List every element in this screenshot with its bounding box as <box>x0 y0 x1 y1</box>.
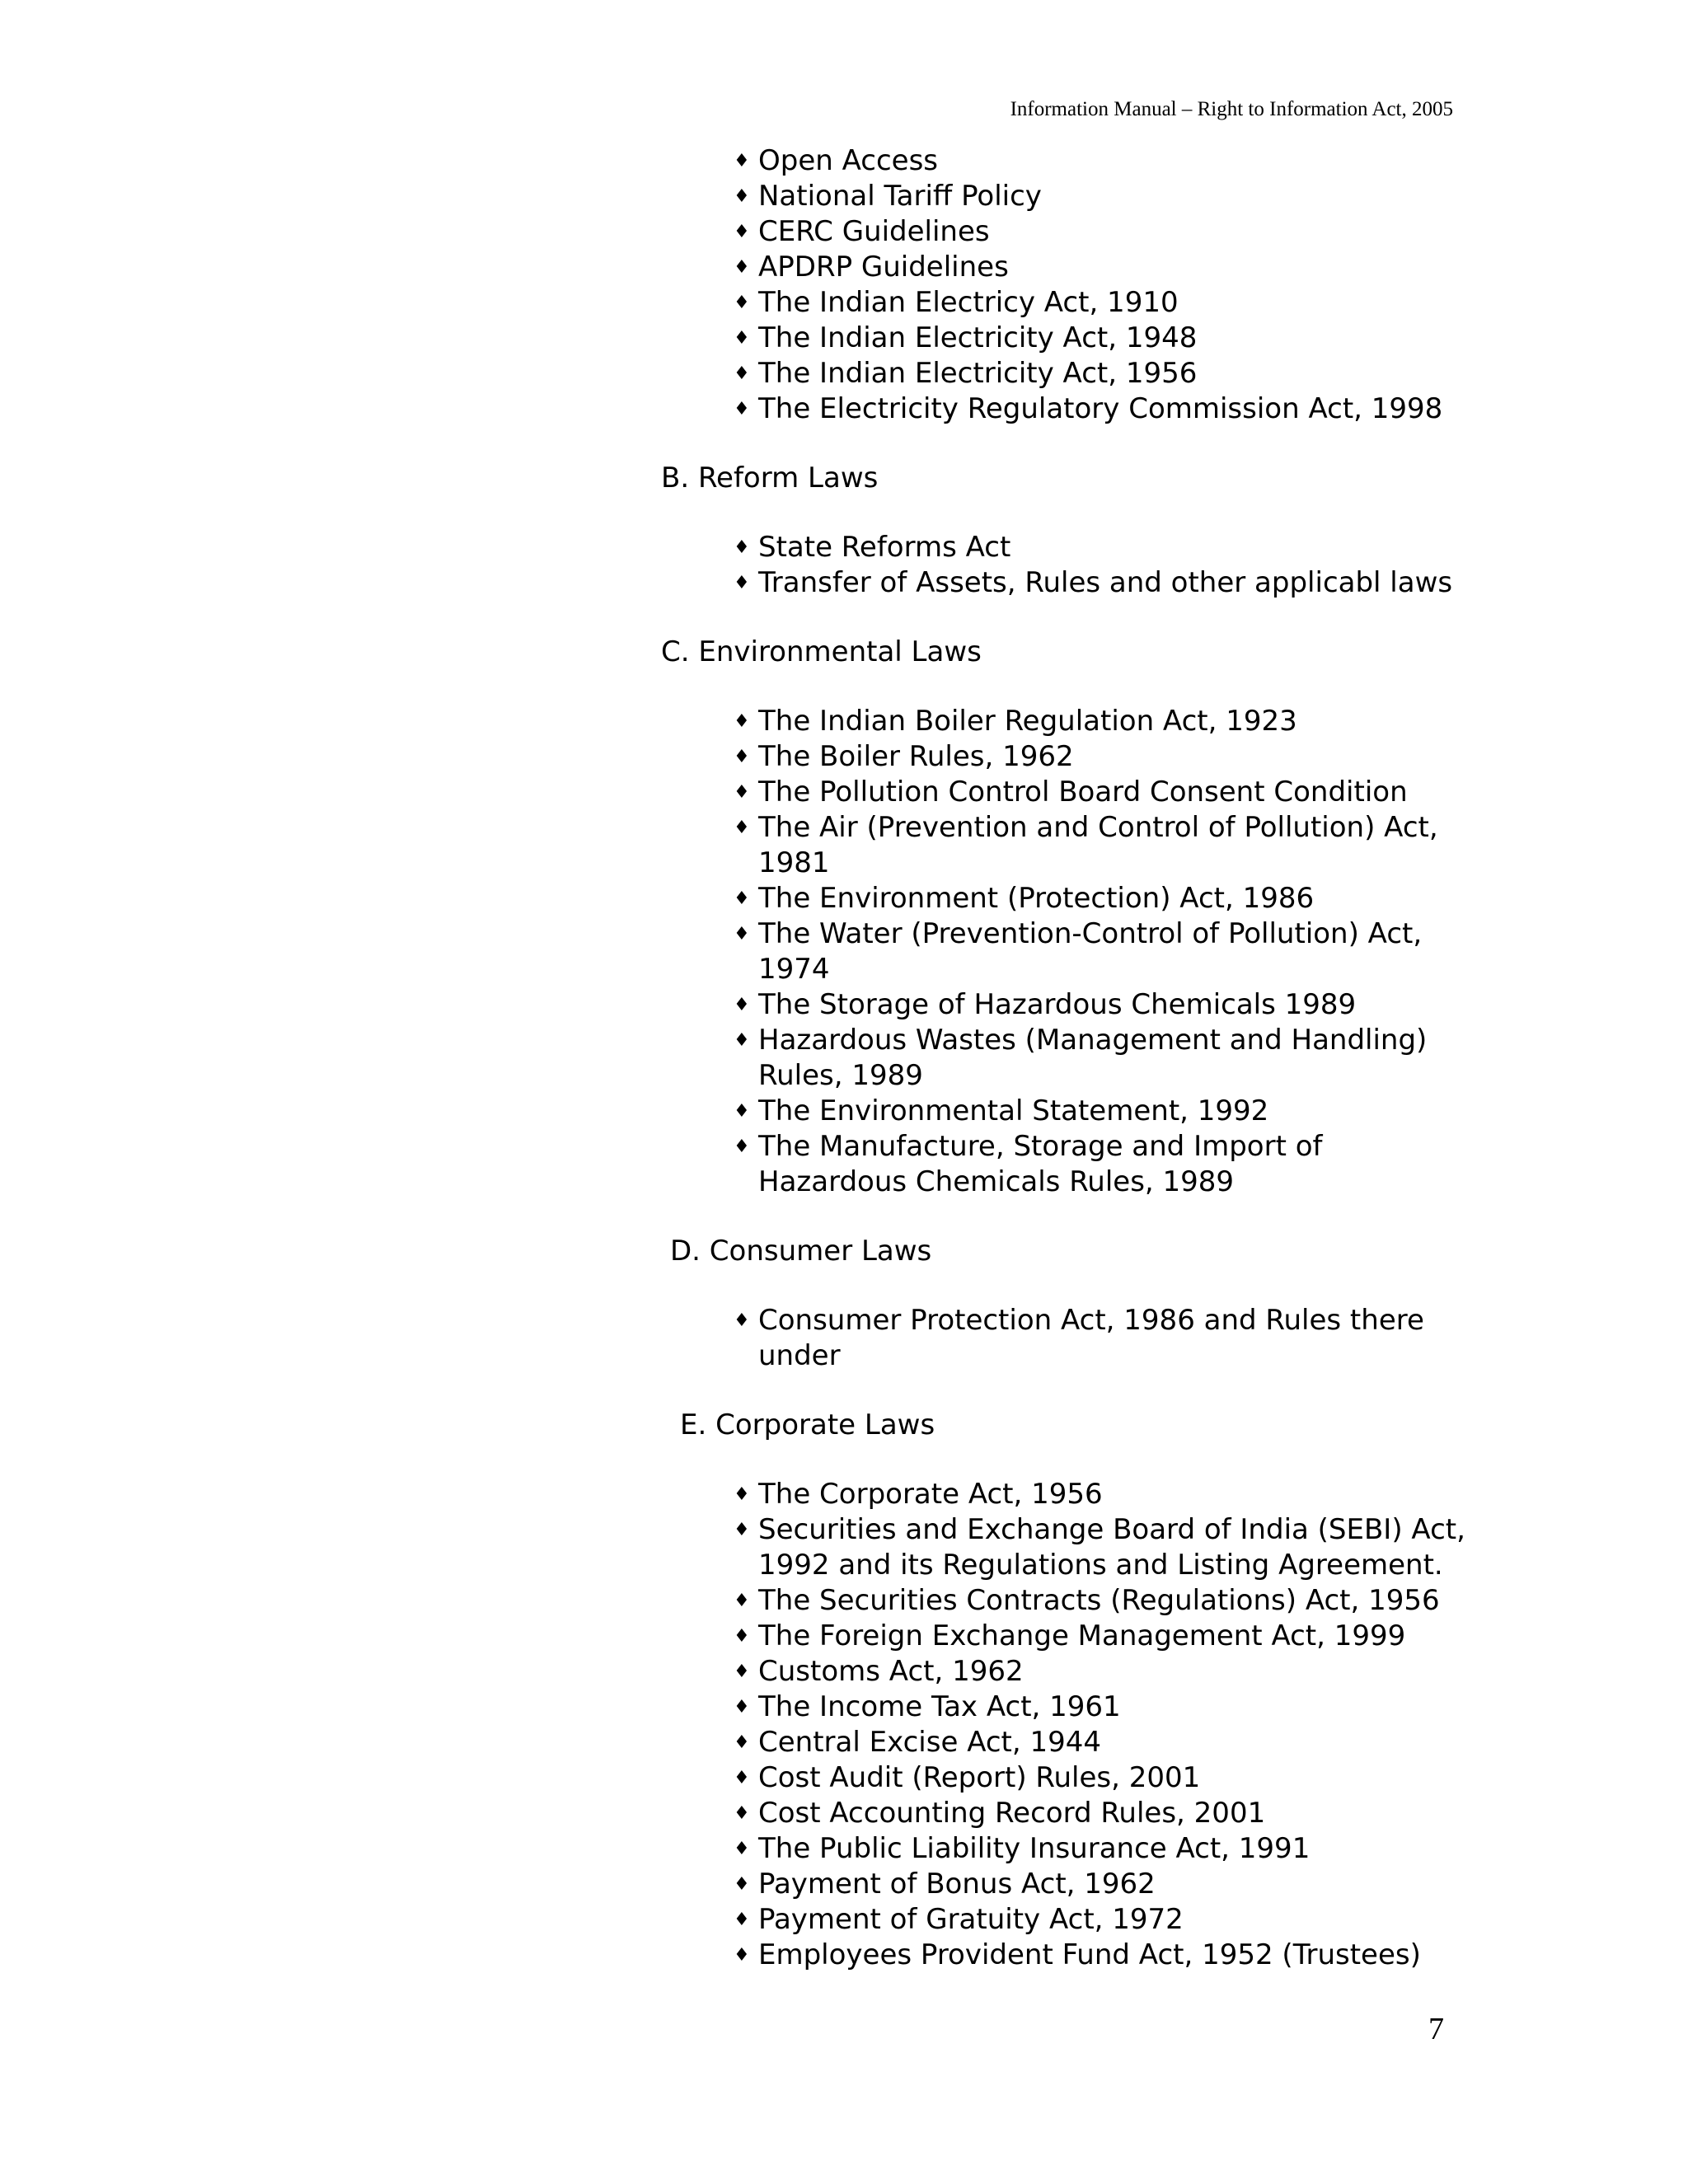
list-item-text: The Environment (Protection) Act, 1986 <box>758 882 1315 915</box>
list-item-text: The Environmental Statement, 1992 <box>758 1094 1269 1127</box>
section-heading-corporate-laws: E. Corporate Laws <box>680 1408 935 1441</box>
list-item-text: The Storage of Hazardous Chemicals 1989 <box>758 988 1357 1021</box>
section-heading-environmental-laws: C. Environmental Laws <box>661 635 982 668</box>
diamond-bullet-icon: ♦ <box>734 1520 750 1540</box>
diamond-bullet-icon: ♦ <box>734 995 750 1015</box>
list-item <box>734 775 1467 810</box>
list-item <box>734 250 1467 285</box>
list-item-text: Customs Act, 1962 <box>758 1655 1024 1688</box>
diamond-bullet-icon: ♦ <box>734 1101 750 1122</box>
list-item <box>734 1760 1467 1796</box>
page-number: 7 <box>1428 2012 1444 2046</box>
diamond-bullet-icon: ♦ <box>734 818 750 838</box>
diamond-bullet-icon: ♦ <box>734 924 750 944</box>
list-item <box>734 1654 1467 1690</box>
section-heading-reform-laws: B. Reform Laws <box>661 462 879 494</box>
list-item <box>734 1938 1467 1973</box>
diamond-bullet-icon: ♦ <box>734 328 750 349</box>
diamond-bullet-icon: ♦ <box>734 888 750 909</box>
list-item <box>734 987 1467 1023</box>
diamond-bullet-icon: ♦ <box>734 1910 750 1930</box>
section-heading-consumer-laws: D. Consumer Laws <box>670 1235 932 1268</box>
diamond-bullet-icon: ♦ <box>734 257 750 278</box>
list-item-text: The Indian Electricity Act, 1956 <box>758 357 1198 390</box>
diamond-bullet-icon: ♦ <box>734 222 750 242</box>
list-item <box>734 739 1467 775</box>
list-item <box>734 356 1467 391</box>
list-item <box>734 1690 1467 1725</box>
diamond-bullet-icon: ♦ <box>734 1874 750 1895</box>
list-item-text: APDRP Guidelines <box>758 251 1009 284</box>
list-item-text: Open Access <box>758 144 939 177</box>
diamond-bullet-icon: ♦ <box>734 1839 750 1859</box>
list-item-text: Cost Audit (Report) Rules, 2001 <box>758 1761 1201 1794</box>
list-item <box>734 1619 1467 1654</box>
list-item-text: Payment of Bonus Act, 1962 <box>758 1868 1156 1900</box>
document-body <box>661 143 1485 1973</box>
diamond-bullet-icon: ♦ <box>734 1484 750 1505</box>
list-item <box>734 1725 1467 1760</box>
list-item <box>734 1129 1467 1200</box>
diamond-bullet-icon: ♦ <box>734 1803 750 1824</box>
diamond-bullet-icon: ♦ <box>734 1661 750 1682</box>
list-item <box>734 1867 1467 1902</box>
list-item-text: Employees Provident Fund Act, 1952 (Trustees) <box>758 1938 1421 1971</box>
list-item-text: The Foreign Exchange Management Act, 1999 <box>758 1619 1406 1652</box>
diamond-bullet-icon: ♦ <box>734 1137 750 1157</box>
list-item-text: The Securities Contracts (Regulations) Act, 1956 <box>758 1584 1440 1617</box>
list-item-text: The Corporate Act, 1956 <box>758 1478 1103 1511</box>
diamond-bullet-icon: ♦ <box>734 573 750 593</box>
diamond-bullet-icon: ♦ <box>734 1768 750 1788</box>
list-item <box>734 530 1467 565</box>
list-item <box>734 1831 1467 1867</box>
list-item <box>734 391 1467 427</box>
list-item <box>734 179 1467 214</box>
list-item <box>734 881 1467 916</box>
list-item-text: The Manufacture, Storage and Import of Hazardous Chemicals Rules, 1989 <box>758 1130 1323 1198</box>
corporate-laws-list <box>661 1477 1485 1973</box>
list-item <box>734 916 1467 987</box>
diamond-bullet-icon: ♦ <box>734 1591 750 1611</box>
list-item-text: The Air (Prevention and Control of Pollution) Act, 1981 <box>758 811 1438 879</box>
list-item <box>734 565 1467 601</box>
diamond-bullet-icon: ♦ <box>734 363 750 384</box>
list-item-text: The Boiler Rules, 1962 <box>758 740 1074 773</box>
diamond-bullet-icon: ♦ <box>734 1945 750 1966</box>
list-item <box>734 1902 1467 1938</box>
diamond-bullet-icon: ♦ <box>734 1732 750 1753</box>
list-item <box>734 214 1467 250</box>
list-item-text: The Water (Prevention-Control of Pollution) Act, 1974 <box>758 917 1423 986</box>
diamond-bullet-icon: ♦ <box>734 186 750 207</box>
list-item-text: Consumer Protection Act, 1986 and Rules there under <box>758 1304 1424 1372</box>
consumer-laws-list <box>661 1303 1485 1374</box>
diamond-bullet-icon: ♦ <box>734 747 750 767</box>
diamond-bullet-icon: ♦ <box>734 1697 750 1718</box>
environmental-laws-list <box>661 704 1485 1200</box>
reform-laws-list <box>661 530 1485 601</box>
list-item <box>734 1303 1467 1374</box>
list-item <box>734 1512 1467 1583</box>
list-item-text: The Electricity Regulatory Commission Act, 1998 <box>758 392 1443 425</box>
list-item-text: Cost Accounting Record Rules, 2001 <box>758 1797 1266 1830</box>
list-item-text: Central Excise Act, 1944 <box>758 1726 1102 1759</box>
list-item-text: The Pollution Control Board Consent Condition <box>758 776 1408 808</box>
list-item <box>734 704 1467 739</box>
list-item <box>734 1094 1467 1129</box>
list-item <box>734 1796 1467 1831</box>
list-item <box>734 1023 1467 1094</box>
diamond-bullet-icon: ♦ <box>734 1310 750 1331</box>
list-item <box>734 321 1467 356</box>
list-item-text: Payment of Gratuity Act, 1972 <box>758 1903 1184 1936</box>
list-item-text: Transfer of Assets, Rules and other applicabl laws <box>758 566 1453 599</box>
diamond-bullet-icon: ♦ <box>734 711 750 732</box>
list-item-text: State Reforms Act <box>758 531 1011 564</box>
list-item-text: Securities and Exchange Board of India (SEBI) Act, 1992 and its Regulations and Listing Agreement. <box>758 1513 1465 1582</box>
diamond-bullet-icon: ♦ <box>734 1030 750 1051</box>
diamond-bullet-icon: ♦ <box>734 151 750 171</box>
list-item <box>734 285 1467 321</box>
diamond-bullet-icon: ♦ <box>734 293 750 313</box>
list-item-text: The Indian Electricity Act, 1948 <box>758 321 1198 354</box>
list-item-text: The Indian Boiler Regulation Act, 1923 <box>758 705 1297 738</box>
diamond-bullet-icon: ♦ <box>734 399 750 419</box>
list-item-text: Hazardous Wastes (Management and Handling) Rules, 1989 <box>758 1024 1428 1092</box>
diamond-bullet-icon: ♦ <box>734 537 750 558</box>
list-item-text: The Indian Electricy Act, 1910 <box>758 286 1179 319</box>
list-item <box>734 143 1467 179</box>
page-header: Information Manual – Right to Information Act, 2005 <box>1010 98 1453 120</box>
diamond-bullet-icon: ♦ <box>734 1626 750 1647</box>
list-item <box>734 1583 1467 1619</box>
list-item <box>734 810 1467 881</box>
diamond-bullet-icon: ♦ <box>734 782 750 803</box>
list-item <box>734 1477 1467 1512</box>
list-item-text: CERC Guidelines <box>758 215 990 248</box>
list-item-text: The Income Tax Act, 1961 <box>758 1690 1121 1723</box>
list-item-text: The Public Liability Insurance Act, 1991 <box>758 1832 1311 1865</box>
intro-list <box>661 143 1485 427</box>
list-item-text: National Tariff Policy <box>758 180 1042 213</box>
